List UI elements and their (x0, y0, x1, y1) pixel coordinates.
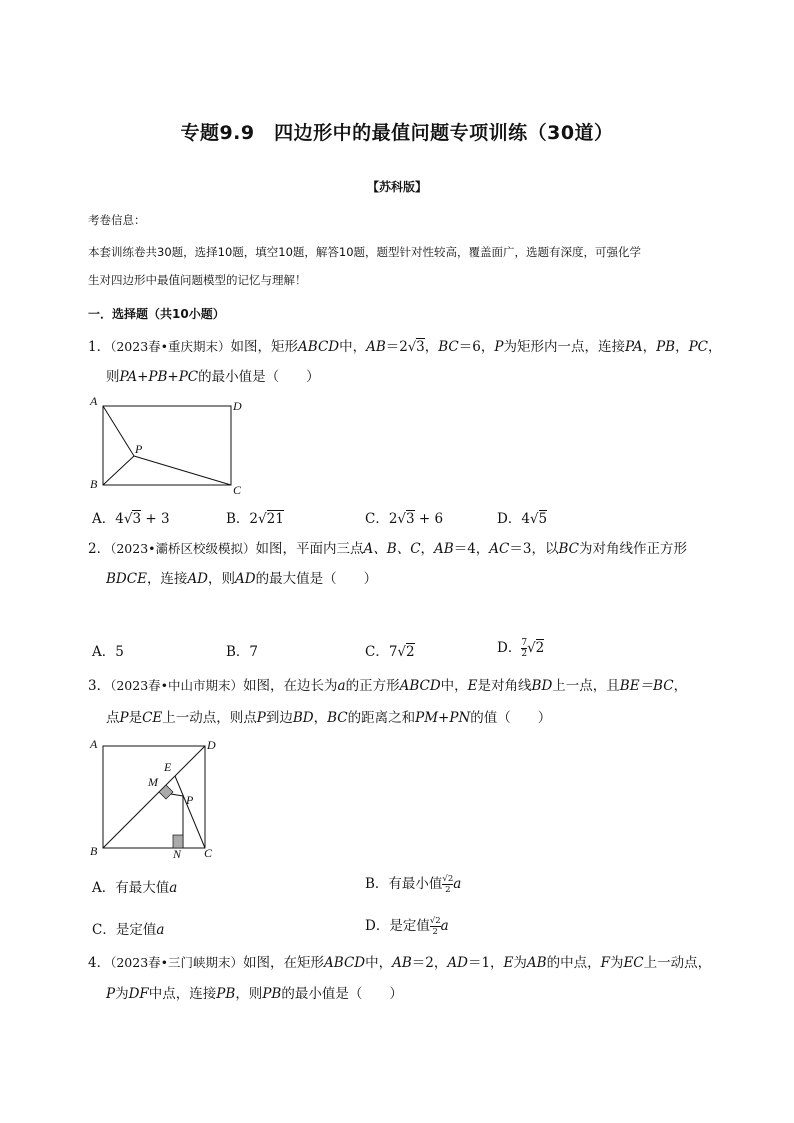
q1-var: P (494, 339, 504, 355)
edition-label: 【苏科版】 (366, 180, 427, 194)
q1-var: PB (656, 339, 676, 355)
option-label: A．4 (92, 511, 124, 527)
q3-option-b[interactable] (365, 872, 461, 895)
q3-fig-label-c: C (204, 846, 213, 860)
q1-fig-label-p: P (135, 442, 143, 456)
q4-source: （2023春•三门峡期末） (110, 955, 244, 970)
option-label: D．是定值 (365, 918, 430, 934)
document-title: 专题9.9 四边形中的最值问题专项训练（30道） (180, 122, 614, 144)
option-label: D． (497, 640, 522, 656)
q1-fig-label-b: B (90, 477, 98, 491)
option-label: B．有最小值 (365, 876, 443, 892)
q1-text: ＝6， (458, 339, 495, 355)
option-radicand: 5 (538, 511, 548, 527)
q1-var: AB (366, 339, 386, 355)
option-radicand: 2 (535, 640, 545, 656)
q4-var: AB (526, 955, 547, 971)
q1-number: 1． (88, 339, 111, 355)
q2-var: BDCE (106, 571, 147, 587)
q3-text: 的值（ ） (470, 710, 552, 726)
q2-var: BC (558, 541, 579, 557)
q2-text: ＝4， (453, 541, 490, 557)
option-var: a (156, 922, 165, 938)
q3-fig-label-p: P (186, 793, 194, 807)
q2-text: 为对角线作正方形 (579, 541, 687, 557)
q1-text: 为矩形内一点，连接 (503, 339, 625, 355)
q3-option-c[interactable] (92, 918, 164, 938)
q4-var: EC (623, 955, 644, 971)
q1-var: PA+PB+PC (119, 369, 199, 385)
q3-var: ABCD (399, 678, 441, 694)
q3-text: 到边 (265, 710, 293, 726)
option-var: a (440, 918, 449, 934)
question-2-line-1 (88, 538, 687, 560)
question-1-line-1: 1．（2023春•重庆期末）如图，矩形ABCD中，AB＝2√3，BC＝6，P为矩形内一点，连接PA，PB，PC， (88, 339, 722, 355)
option-label: A．有最大值 (92, 880, 170, 896)
q4-number: 4． (88, 955, 111, 971)
q1-source: （2023春•重庆期末） (110, 339, 231, 354)
q4-var: E (503, 955, 514, 971)
q1-option-a[interactable]: A．4√3 + 3 (92, 511, 170, 527)
q2-var: A、B、C (363, 541, 421, 557)
q3-text: ， (313, 710, 328, 726)
option-radicand: 2 (406, 644, 415, 660)
q4-var: AB (392, 955, 412, 971)
question-4-line-2 (106, 983, 403, 1005)
info-line-1: 本套训练卷共30题，选择10题，填空10题，解答10题，题型针对性较高，覆盖面广，选题有深度，可强化学 (88, 245, 642, 259)
q2-var: AB (434, 541, 454, 557)
q3-var: BD (292, 710, 314, 726)
q1-fig-label-c: C (233, 483, 242, 496)
option-label: C．7 (365, 644, 398, 660)
fraction-denominator: 2 (432, 927, 438, 937)
q1-text: 中， (339, 339, 367, 355)
q1-fig-label-a: A (90, 394, 98, 408)
q4-text: ，则 (235, 986, 263, 1002)
q4-var: P (106, 986, 116, 1002)
q3-text: 是 (128, 710, 143, 726)
q1-figure (86, 392, 256, 496)
q3-text: 中， (440, 678, 468, 694)
q3-option-a[interactable] (92, 876, 177, 896)
q1-text: ， (675, 339, 689, 355)
q2-var: AC (489, 541, 510, 557)
q3-fig-label-e: E (164, 760, 172, 774)
q2-option-d[interactable]: D． $\frac{7}{2}$ √2 (497, 638, 545, 659)
q1-radicand: 3 (416, 339, 425, 355)
q2-var: AD (235, 571, 256, 587)
q4-text: 为 (609, 955, 624, 971)
q2-var: AD (187, 571, 209, 587)
q2-number: 2． (88, 541, 111, 557)
option-tail: + 6 (414, 511, 444, 527)
option-var: a (169, 880, 178, 896)
fraction-denominator: 2 (521, 649, 528, 659)
q3-number: 3． (88, 678, 111, 694)
option-radicand: 3 (406, 511, 415, 527)
q3-text: 如图，在边长为 (243, 678, 338, 694)
question-3-line-1 (88, 675, 687, 697)
option-label: B．2 (226, 511, 259, 527)
q4-text: 中点，连接 (148, 986, 217, 1002)
q4-text: 的中点， (546, 955, 601, 971)
q3-var: BC (327, 710, 348, 726)
fraction-numerator: √2 (429, 916, 441, 926)
option-tail: + 3 (141, 511, 170, 527)
q1-text: ， (642, 339, 657, 355)
q1-var: BC (438, 339, 459, 355)
q3-fig-label-a: A (90, 737, 98, 751)
q3-text: ， (673, 678, 688, 694)
q1-var: PA (624, 339, 643, 355)
q1-option-b[interactable]: B．2√21 (226, 511, 284, 527)
q1-var: PC (688, 339, 708, 355)
option-label: D．4 (497, 511, 530, 527)
q1-text: 的最小值是（ ） (198, 369, 320, 385)
q3-fig-label-b: B (90, 844, 98, 858)
q4-var: PB (216, 986, 236, 1002)
q3-var: P (119, 710, 129, 726)
option-label: C．2 (365, 511, 398, 527)
q1-text: ， (708, 339, 722, 355)
q2-text: 的最大值是（ ） (255, 571, 378, 587)
fraction-numerator: √2 (442, 874, 454, 884)
q1-text: ， (424, 339, 439, 355)
q3-figure (86, 734, 226, 862)
info-label: 考卷信息： (88, 213, 146, 227)
fraction-numerator: 7 (521, 638, 528, 648)
q3-option-d[interactable] (365, 914, 449, 937)
fraction-denominator: 2 (445, 885, 451, 895)
info-line-2: 生对四边形中最值问题模型的记忆与理解！ (88, 273, 307, 287)
question-4-line-1 (88, 952, 711, 974)
q1-option-c[interactable]: C．2√3 + 6 (365, 511, 444, 527)
q2-text: ，连接 (146, 571, 188, 587)
q3-text: 上一点，且 (552, 678, 620, 694)
section-choice-title: 一．选择题（共10小题） (88, 307, 225, 321)
q4-var: AD (447, 955, 468, 971)
q4-text: 上一动点， (643, 955, 712, 971)
q2-text: ， (420, 541, 435, 557)
q4-var: ABCD (324, 955, 366, 971)
q3-var: BE＝BC (619, 678, 674, 694)
q2-source: （2023•灞桥区校级模拟） (110, 541, 256, 556)
q1-var: ABCD (298, 339, 340, 355)
q3-var: a (337, 678, 346, 694)
q2-text: 如图，平面内三点 (255, 541, 364, 557)
question-1-line-2 (106, 366, 320, 388)
q3-var: P (256, 710, 266, 726)
q2-text: ＝3，以 (509, 541, 559, 557)
q2-option-b[interactable]: B．7 (226, 644, 259, 660)
q3-text: 的正方形 (345, 678, 400, 694)
q2-option-c[interactable]: C．7√2 (365, 644, 415, 660)
q4-text: 的最小值是（ ） (281, 986, 403, 1002)
q4-text: 为 (513, 955, 527, 971)
q3-fig-label-n: N (173, 847, 182, 861)
q3-var: PM+PN (415, 710, 471, 726)
q3-text: 的距离之和 (347, 710, 416, 726)
q3-source: （2023春•中山市期末） (110, 678, 244, 693)
question-2-line-2 (106, 568, 377, 590)
question-3-line-2 (106, 707, 551, 729)
option-radicand: 3 (132, 511, 142, 527)
q3-fig-label-m: M (148, 775, 158, 789)
q3-text: 上一动点，则点 (162, 710, 257, 726)
q4-text: 为 (115, 986, 129, 1002)
q3-text: 是对角线 (477, 678, 532, 694)
q4-text: ＝2， (411, 955, 448, 971)
q3-var: E (467, 678, 478, 694)
q3-text: 点 (106, 710, 120, 726)
q3-var: BD (531, 678, 553, 694)
q4-var: PB (262, 986, 282, 1002)
q1-text: 如图，矩形 (230, 339, 299, 355)
q3-fig-label-d: D (207, 738, 216, 752)
q4-var: DF (128, 986, 149, 1002)
q1-option-d[interactable]: D．4√5 (497, 511, 548, 527)
q4-var: F (600, 955, 610, 971)
q4-text: ＝1， (467, 955, 504, 971)
option-var: a (453, 876, 462, 892)
option-radicand: 21 (266, 511, 284, 527)
q4-text: 如图，在矩形 (243, 955, 325, 971)
q1-text: 则 (106, 369, 120, 385)
q3-var: CE (142, 710, 163, 726)
q4-text: 中， (365, 955, 393, 971)
q1-fig-label-d: D (233, 399, 242, 413)
q2-option-a[interactable]: A．5 (92, 644, 124, 660)
q2-text: ，则 (208, 571, 236, 587)
q1-text: ＝2 (385, 339, 408, 355)
option-label: C．是定值 (92, 922, 157, 938)
